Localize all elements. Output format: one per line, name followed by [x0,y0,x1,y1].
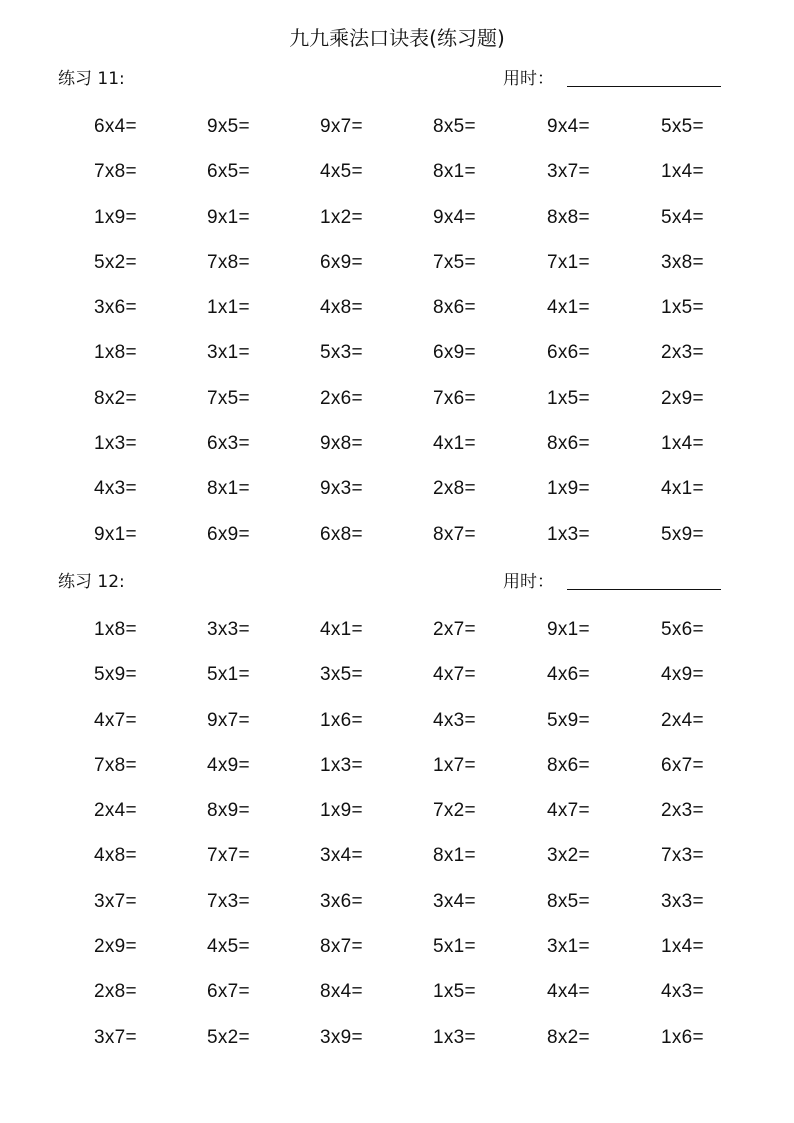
multiplication-problem: 9x5= [207,116,250,137]
problem-row [0,934,794,979]
multiplication-problem: 8x1= [433,845,476,867]
multiplication-problem: 8x5= [433,116,476,137]
multiplication-problem: 7x1= [547,251,590,273]
multiplication-problem: 5x2= [94,251,137,273]
multiplication-problem: 7x8= [94,754,137,776]
multiplication-problem: 4x8= [94,845,137,867]
problem-row [0,386,794,431]
multiplication-problem: 6x7= [661,754,704,776]
multiplication-problem: 9x1= [94,523,137,545]
problem-row [0,1025,794,1070]
multiplication-problem: 1x6= [320,709,363,731]
multiplication-problem: 7x6= [433,387,476,409]
multiplication-problem: 3x8= [661,251,704,273]
problem-row [0,340,794,385]
multiplication-problem: 4x7= [433,664,476,686]
multiplication-problem: 1x4= [661,936,704,958]
multiplication-problem: 4x1= [320,619,363,640]
problem-row [0,114,794,159]
exercise-section-12 [0,569,794,1048]
multiplication-problem: 1x9= [94,206,137,228]
section-header [0,569,794,599]
multiplication-problem: 6x3= [207,433,250,455]
multiplication-problem: 8x6= [547,433,590,455]
multiplication-problem: 2x9= [94,936,137,958]
multiplication-problem: 9x4= [433,206,476,228]
multiplication-problem: 6x8= [320,523,363,545]
multiplication-problem: 5x9= [661,523,704,545]
multiplication-problem: 1x9= [320,800,363,822]
multiplication-problem: 7x2= [433,800,476,822]
multiplication-problem: 1x5= [547,387,590,409]
multiplication-problem: 1x2= [320,206,363,228]
multiplication-problem: 7x8= [207,251,250,273]
multiplication-problem: 3x3= [207,619,250,640]
multiplication-problem: 1x8= [94,619,137,640]
time-label: 用时： [503,69,554,89]
multiplication-problem: 2x8= [94,981,137,1003]
multiplication-problem: 4x3= [94,478,137,500]
multiplication-problem: 8x9= [207,800,250,822]
multiplication-problem: 6x6= [547,342,590,364]
multiplication-problem: 7x3= [661,845,704,867]
multiplication-problem: 8x6= [547,754,590,776]
multiplication-problem: 1x4= [661,433,704,455]
multiplication-problem: 6x9= [433,342,476,364]
multiplication-problem: 9x8= [320,433,363,455]
problem-row [0,617,794,662]
multiplication-problem: 2x9= [661,387,704,409]
multiplication-problem: 1x1= [207,297,250,319]
multiplication-problem: 9x1= [547,619,590,640]
multiplication-problem: 8x2= [547,1026,590,1048]
multiplication-problem: 3x5= [320,664,363,686]
multiplication-problem: 6x7= [207,981,250,1003]
multiplication-problem: 1x3= [547,523,590,545]
multiplication-problem: 3x3= [661,890,704,912]
problem-row [0,889,794,934]
multiplication-problem: 4x9= [661,664,704,686]
problem-row [0,753,794,798]
multiplication-problem: 8x8= [547,206,590,228]
multiplication-problem: 7x3= [207,890,250,912]
multiplication-problem: 4x9= [207,754,250,776]
problem-row [0,476,794,521]
multiplication-problem: 5x1= [433,936,476,958]
multiplication-problem: 4x3= [661,981,704,1003]
multiplication-problem: 8x6= [433,297,476,319]
multiplication-problem: 4x7= [94,709,137,731]
multiplication-problem: 1x9= [547,478,590,500]
multiplication-problem: 9x7= [320,116,363,137]
problem-row [0,205,794,250]
time-label: 用时： [503,572,554,592]
multiplication-problem: 3x2= [547,845,590,867]
multiplication-problem: 7x7= [207,845,250,867]
section-label: 练习 11: [58,69,125,89]
problem-row [0,250,794,295]
multiplication-problem: 8x2= [94,387,137,409]
multiplication-problem: 3x4= [433,890,476,912]
multiplication-problem: 4x5= [207,936,250,958]
multiplication-problem: 3x6= [94,297,137,319]
multiplication-problem: 5x9= [94,664,137,686]
multiplication-problem: 2x4= [661,709,704,731]
problem-row [0,708,794,753]
multiplication-problem: 2x6= [320,387,363,409]
multiplication-problem: 5x1= [207,664,250,686]
multiplication-problem: 2x7= [433,619,476,640]
multiplication-problem: 3x9= [320,1026,363,1048]
multiplication-problem: 9x3= [320,478,363,500]
problem-row [0,159,794,204]
multiplication-problem: 2x3= [661,342,704,364]
multiplication-problem: 4x6= [547,664,590,686]
multiplication-problem: 8x4= [320,981,363,1003]
multiplication-problem: 2x3= [661,800,704,822]
multiplication-problem: 3x7= [94,890,137,912]
multiplication-problem: 4x1= [433,433,476,455]
problem-grid [0,617,794,1070]
multiplication-problem: 1x7= [433,754,476,776]
multiplication-problem: 4x1= [547,297,590,319]
problem-row [0,843,794,888]
multiplication-problem: 3x6= [320,890,363,912]
multiplication-problem: 3x7= [94,1026,137,1048]
exercise-section-11 [0,66,794,545]
multiplication-problem: 8x1= [433,161,476,183]
multiplication-problem: 3x1= [207,342,250,364]
problem-row [0,662,794,707]
multiplication-problem: 9x1= [207,206,250,228]
multiplication-problem: 3x7= [547,161,590,183]
multiplication-problem: 6x4= [94,116,137,137]
multiplication-problem: 9x7= [207,709,250,731]
multiplication-problem: 4x4= [547,981,590,1003]
problem-row [0,522,794,567]
multiplication-problem: 4x8= [320,297,363,319]
problem-row [0,295,794,340]
multiplication-problem: 1x5= [661,297,704,319]
multiplication-problem: 4x3= [433,709,476,731]
multiplication-problem: 6x5= [207,161,250,183]
multiplication-problem: 9x4= [547,116,590,137]
multiplication-problem: 6x9= [320,251,363,273]
problem-row [0,979,794,1024]
multiplication-problem: 8x7= [433,523,476,545]
multiplication-problem: 2x8= [433,478,476,500]
section-label: 练习 12: [58,572,125,592]
multiplication-problem: 3x4= [320,845,363,867]
multiplication-problem: 5x2= [207,1026,250,1048]
multiplication-problem: 5x3= [320,342,363,364]
time-answer-line[interactable] [567,589,721,590]
problem-grid [0,114,794,567]
multiplication-problem: 1x5= [433,981,476,1003]
multiplication-problem: 8x7= [320,936,363,958]
multiplication-problem: 8x5= [547,890,590,912]
multiplication-problem: 5x6= [661,619,704,640]
problem-row [0,798,794,843]
multiplication-problem: 7x8= [94,161,137,183]
multiplication-problem: 1x3= [320,754,363,776]
multiplication-problem: 8x1= [207,478,250,500]
multiplication-problem: 3x1= [547,936,590,958]
multiplication-problem: 2x4= [94,800,137,822]
multiplication-problem: 7x5= [433,251,476,273]
page-title: 九九乘法口诀表(练习题) [289,26,505,50]
multiplication-problem: 4x5= [320,161,363,183]
time-answer-line[interactable] [567,86,721,87]
multiplication-problem: 1x3= [94,433,137,455]
multiplication-problem: 1x6= [661,1026,704,1048]
multiplication-problem: 5x4= [661,206,704,228]
problem-row [0,431,794,476]
multiplication-problem: 4x1= [661,478,704,500]
multiplication-problem: 6x9= [207,523,250,545]
multiplication-problem: 1x8= [94,342,137,364]
multiplication-problem: 1x3= [433,1026,476,1048]
multiplication-problem: 7x5= [207,387,250,409]
multiplication-problem: 4x7= [547,800,590,822]
multiplication-problem: 5x5= [661,116,704,137]
multiplication-problem: 5x9= [547,709,590,731]
section-header [0,66,794,96]
multiplication-problem: 1x4= [661,161,704,183]
